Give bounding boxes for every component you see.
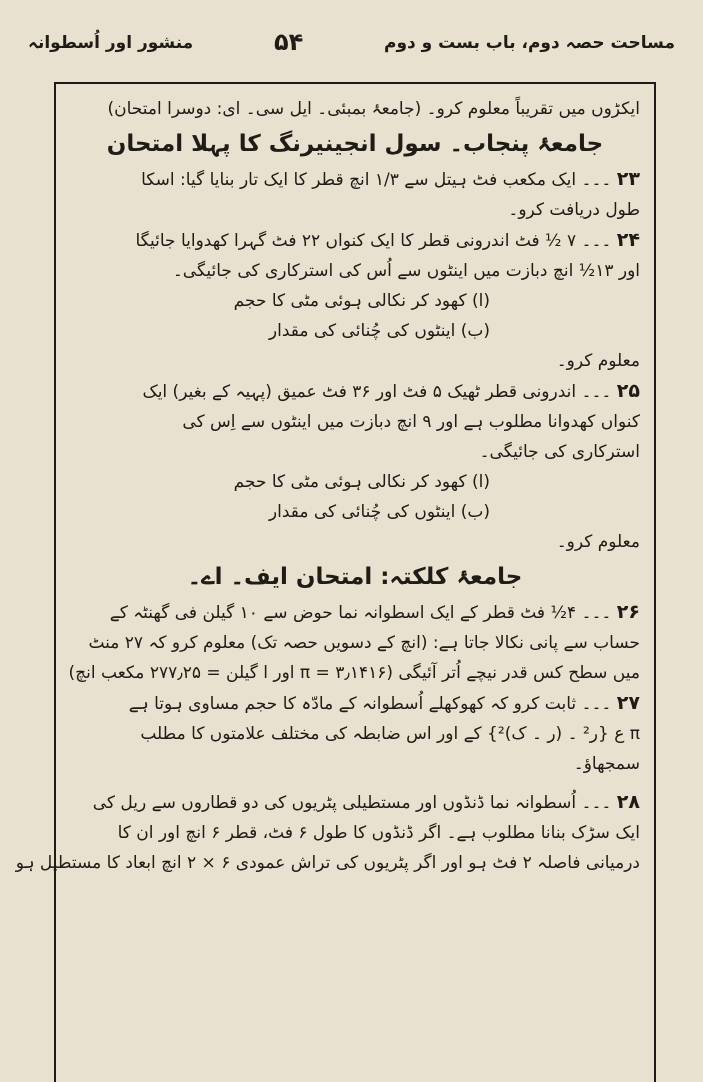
text-line: ایک سڑک بنانا مطلوب ہے۔ اگر ڈنڈوں کا طول ۶ فٹ، قطر ۶ انچ اور ان کا: [117, 823, 640, 843]
running-header: [28, 22, 675, 62]
question-text: ۔۔۔ ۴½ فٹ قطر کے ایک اسطوانہ نما حوض سے ۱۰ گیلن فی گھنٹہ کے: [109, 603, 612, 623]
text-line: اور ۱۳½ انچ دبازت میں اینٹوں سے اُس کی استرکاری کی جائیگی۔: [172, 261, 640, 281]
text-line: π ع {ر² ۔ (ر ۔ ک)²} کے اور اس ضابطہ کی مختلف علامتوں کا مطلب: [140, 724, 640, 744]
question-27-line: [70, 688, 640, 719]
question-number: ۲۷: [616, 692, 640, 714]
question-25-line: [70, 376, 640, 407]
header-chapter-title: منشور اور اُسطوانہ: [28, 32, 194, 53]
question-text: ۔۔۔ ثابت کرو کہ کھوکھلے اُسطوانہ کے مادّہ کا حجم مساوی ہوتا ہے: [128, 694, 612, 714]
text-line: درمیانی فاصلہ ۲ فٹ ہو اور اگر پٹریوں کی تراش عمودی ۶ × ۲ انچ ابعاد کا مستطیل ہو: [15, 853, 640, 873]
text-line: معلوم کرو۔: [556, 351, 640, 371]
question-text: ۔۔۔ اندرونی قطر ٹھیک ۵ فٹ اور ۳۶ فٹ عمیق (پہیہ کے بغیر) ایک: [142, 382, 612, 402]
question-28-line: [70, 787, 640, 818]
question-text: ۔۔۔ اُسطوانہ نما ڈنڈوں اور مستطیلی پٹریوں کی دو قطاروں سے ریل کی: [92, 793, 612, 813]
sub-item: (ب) اینٹوں کی چُنائی کی مقدار: [268, 502, 490, 522]
page-number: ۵۴: [273, 28, 304, 56]
question-number: ۲۶: [616, 601, 640, 623]
text-line: سمجھاؤ۔: [573, 754, 640, 774]
section-heading: جامعۂ کلکتہ: امتحان ایف۔ اے۔: [187, 564, 523, 590]
question-text: ۔۔۔ ۷ ½ فٹ اندرونی قطر کا ایک کنواں ۲۲ فٹ گہرا کھدوایا جائیگا: [135, 231, 612, 251]
sub-item: (ا) کھود کر نکالی ہوئی مٹی کا حجم: [233, 291, 490, 311]
text-line: میں سطح کس قدر نیچے اُتر آئیگی (π = ۳٫۱۴۱۶ اور ا گیلن = ۲۷۷٫۲۵ مکعب انچ): [68, 663, 640, 683]
question-23-line: [70, 164, 640, 195]
text-line: طول دریافت کرو۔: [508, 200, 640, 220]
section-heading: جامعۂ پنجاب۔ سول انجینیرنگ کا پہلا امتحان: [106, 131, 604, 157]
question-24-line: [70, 225, 640, 256]
question-number: ۲۵: [616, 380, 640, 402]
sub-item: (ا) کھود کر نکالی ہوئی مٹی کا حجم: [233, 472, 490, 492]
question-26-line: [70, 597, 640, 628]
text-frame: [15, 82, 656, 1082]
spacer: [70, 779, 640, 787]
question-number: ۲۳: [616, 168, 640, 190]
question-number: ۲۸: [616, 791, 640, 813]
text-line: حساب سے پانی نکالا جاتا ہے: (انچ کے دسویں حصہ تک) معلوم کرو کہ ۲۷ منٹ: [88, 633, 640, 653]
text-line: استرکاری کی جائیگی۔: [479, 442, 640, 462]
text-line: ایکڑوں میں تقریباً معلوم کرو۔ (جامعۂ بمبئی۔ ایل سی۔ ای: دوسرا امتحان): [107, 99, 640, 119]
question-number: ۲۴: [616, 229, 640, 251]
text-line: معلوم کرو۔: [556, 532, 640, 552]
text-line: کنواں کھدوانا مطلوب ہے اور ۹ انچ دبازت میں اینٹوں سے اِس کی: [182, 412, 640, 432]
header-section-title: مساحت حصہ دوم، باب بست و دوم: [384, 32, 675, 53]
question-text: ۔۔۔ ایک مکعب فٹ ہیتل سے ۱/۳ انچ قطر کا ایک تار بنایا گیا: اسکا: [141, 170, 612, 190]
sub-item: (ب) اینٹوں کی چُنائی کی مقدار: [268, 321, 490, 341]
